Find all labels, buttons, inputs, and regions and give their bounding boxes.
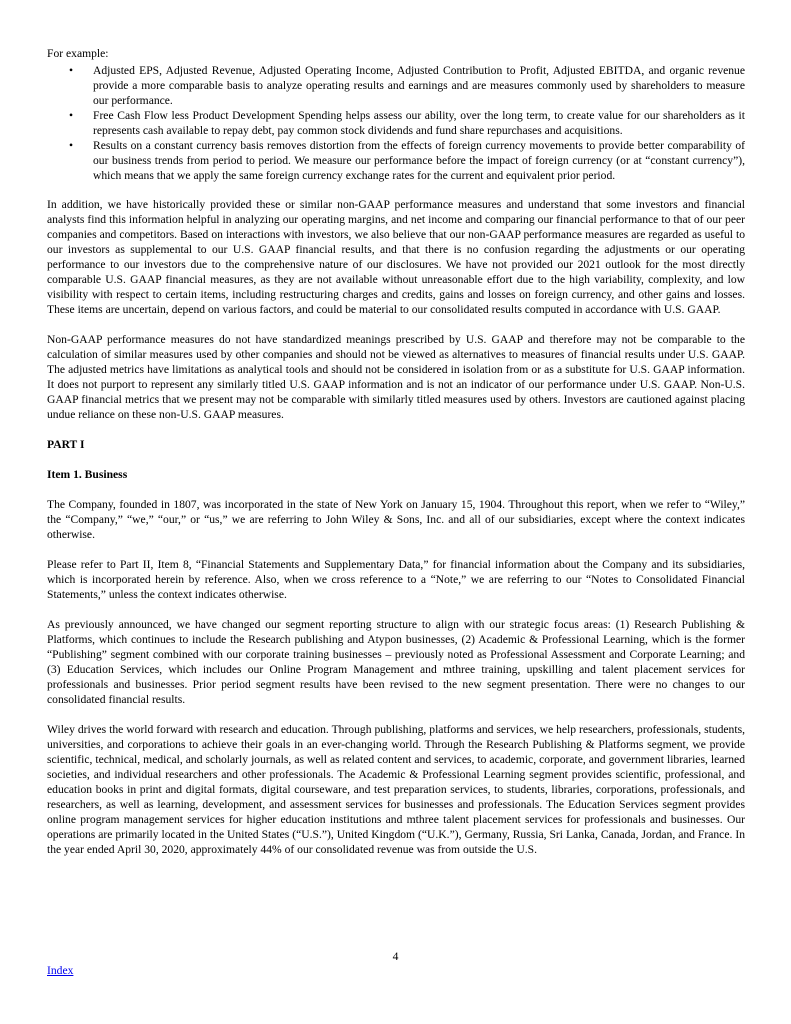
document-page	[47, 46, 745, 872]
bullet-icon: •	[69, 139, 74, 152]
bullet-icon: •	[69, 64, 74, 77]
bullet-text: Results on a constant currency basis removes distortion from the effects of foreign currency movements to provide better comparability of our business trends from period to period. We measure our performance before the impact of foreign currency (or at “constant currency”), which means that we apply the same foreign currency exchange rates for the current and equivalent prior period.	[93, 139, 745, 182]
paragraph-segments: As previously announced, we have changed our segment reporting structure to align with our strategic focus areas: (1) Research Publishing & Platforms, which continues to include the Research publishing and Atypon businesses, (2) Academic & Professional Learning, which is the former “Publishing” segment combined with our corporate training businesses – previously noted as Professional Assessment and Corporate Learning; and (3) Education Services, which includes our Online Program Management and mthree training, upskilling and talent placement services for professionals and businesses. Prior period segment results have been revised to the new segment presentation. There were no changes to our consolidated financial results.	[47, 618, 745, 706]
paragraph-company: The Company, founded in 1807, was incorporated in the state of New York on January 15, 1904. Throughout this report, when we refer to “Wiley,” the “Company,” “we,” “our,” or “us,” we are referring to John Wiley & Sons, Inc. and all of our subsidiaries, except where the context indicates otherwise.	[47, 498, 745, 541]
bullet-text: Adjusted EPS, Adjusted Revenue, Adjusted Operating Income, Adjusted Contribution to Profit, Adjusted EBITDA, and organic revenue provide a more comparable basis to analyze operating results and earnings and are measures commonly used by shareholders to measure our performance.	[93, 64, 745, 107]
paragraph-wiley-overview: Wiley drives the world forward with research and education. Through publishing, platforms and services, we help researchers, professionals, students, universities, and corporations to achieve their goals in an ever-changing world. Through the Research Publishing & Platforms segment, we provide scientific, technical, medical, and scholarly journals, as well as related content and services, to academic, corporate, and government libraries, learned societies, and individual researchers and other professionals. The Academic & Professional Learning segment provides scientific, professional, and education books in print and digital formats, digital courseware, and test preparation services, to students, libraries, corporations, professionals, and researchers, as well as learning, development, and assessment services for businesses and professionals. The Education Services segment provides online program management services for higher education institutions and mthree talent placement services for professionals and businesses. Our operations are primarily located in the United States (“U.S.”), United Kingdom (“U.K.”), Germany, Russia, Sri Lanka, Canada, Jordan, and France. In the year ended April 30, 2020, approximately 44% of our consolidated revenue was from outside the U.S.	[47, 723, 745, 856]
paragraph-non-gaap-limitations: Non-GAAP performance measures do not have standardized meanings prescribed by U.S. GAAP and therefore may not be comparable to the calculation of similar measures used by other companies and should not be viewed as alternatives to measures of financial results under U.S. GAAP. The adjusted metrics have limitations as analytical tools and should not be considered in isolation from or as a substitute for U.S. GAAP information. It does not purport to represent any similarly titled U.S. GAAP information and is not an indicator of our performance under U.S. GAAP. Non-U.S. GAAP financial metrics that we present may not be comparable with similarly titled measures used by others. Investors are cautioned against placing undue reliance on these non-U.S. GAAP measures.	[47, 333, 745, 421]
index-link[interactable]: Index	[47, 964, 74, 977]
item-heading: Item 1. Business	[47, 468, 128, 481]
bullet-icon: •	[69, 109, 74, 122]
page-number: 4	[392, 950, 399, 963]
intro-text: For example:	[47, 47, 109, 60]
list-item	[47, 138, 745, 183]
part-heading: PART I	[47, 438, 85, 451]
paragraph-cross-reference: Please refer to Part II, Item 8, “Financial Statements and Supplementary Data,” for financial information about the Company and its subsidiaries, which is incorporated herein by reference. Also, when we cross reference to a “Note,” we are referring to our “Notes to Consolidated Financial Statements,” unless the context indicates otherwise.	[47, 558, 745, 601]
bullet-text: Free Cash Flow less Product Development Spending helps assess our ability, over the long term, to create value for our shareholders as it represents cash available to repay debt, pay common stock dividends and fund share repurchases and acquisitions.	[93, 109, 745, 137]
bullet-list	[47, 63, 745, 183]
paragraph-non-gaap-history: In addition, we have historically provided these or similar non-GAAP performance measures and understand that some investors and financial analysts find this information helpful in analyzing our operating margins, and net income and comparing our financial performance to that of our peer companies and competitors. Based on interactions with investors, we also believe that our non-GAAP performance measures are regarded as useful to our investors as supplemental to our U.S. GAAP financial results, and that there is no confusion regarding the adjustments or our operating performance to our investors due to the comprehensive nature of our disclosures. We have not provided our 2021 outlook for the most directly comparable U.S. GAAP financial measures, as they are not available without unreasonable effort due to the high variability, complexity, and low visibility with respect to certain items, including restructuring charges and credits, gains and losses on foreign currency, and other gains and losses. These items are uncertain, depend on various factors, and could be material to our consolidated results computed in accordance with U.S. GAAP.	[47, 198, 745, 316]
list-item	[47, 108, 745, 138]
list-item	[47, 63, 745, 108]
